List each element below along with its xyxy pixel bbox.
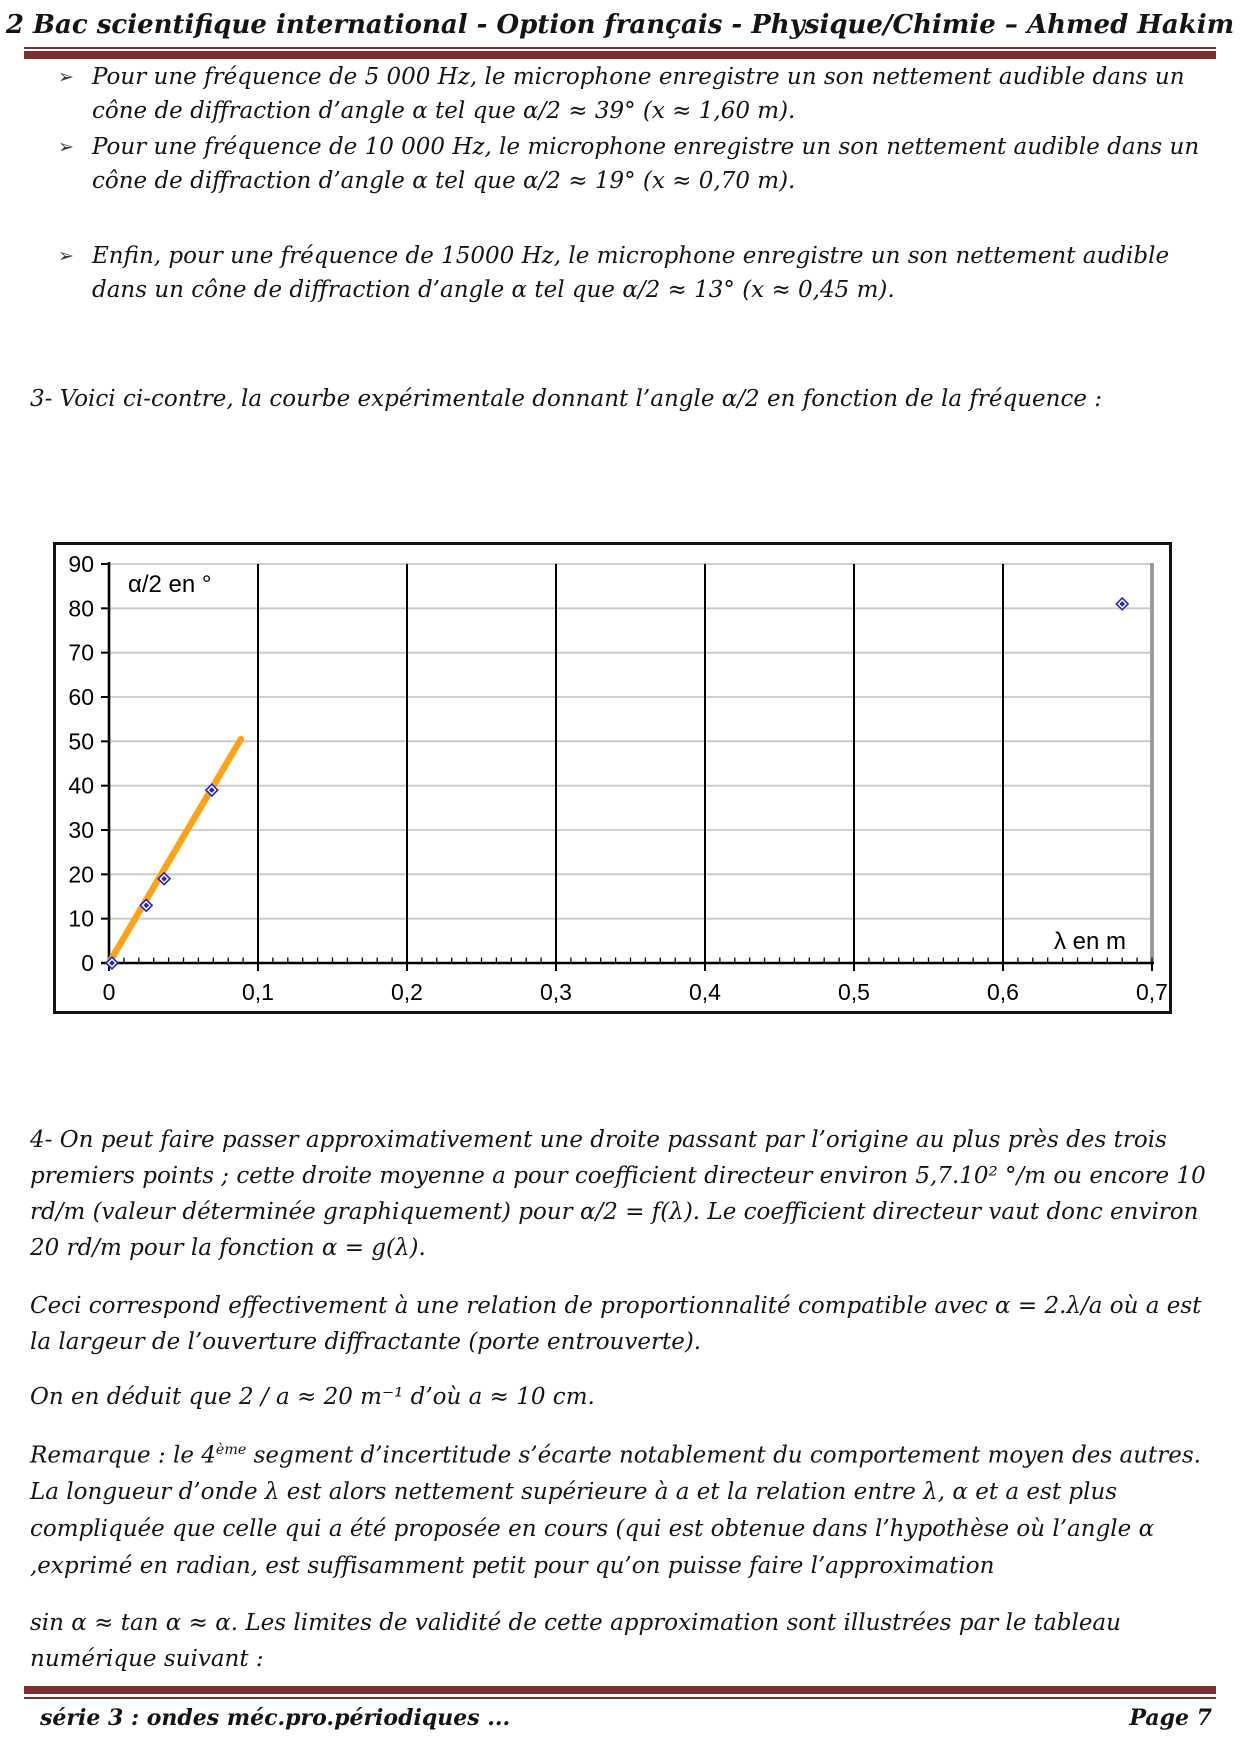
footer-rule-thick <box>24 1686 1216 1694</box>
diffraction-angle-chart <box>56 545 1169 1011</box>
paragraph-4-line-2: premiers points ; cette droite moyenne a pour coefficient directeur environ 5,7.10² °/m ou encore 10 <box>30 1163 1206 1189</box>
y-tick-label: 10 <box>68 905 94 932</box>
bullet-arrow-icon: ➢ <box>58 66 74 88</box>
paragraph-4-line-4: 20 rd/m pour la fonction α = g(λ). <box>30 1235 426 1261</box>
remark-ordinal-sup: ème <box>215 1442 247 1458</box>
paragraph-8-line-2: numérique suivant : <box>30 1646 264 1672</box>
remark-line-1 <box>30 1442 1201 1470</box>
header-rule-thin <box>24 47 1216 49</box>
x-tick-label: 0,1 <box>242 979 274 1005</box>
remark-line-1-prefix: Remarque : le 4 <box>30 1442 216 1469</box>
bullet-2-line-1: Pour une fréquence de 10 000 Hz, le microphone enregistre un son nettement audible dans un <box>92 134 1200 160</box>
paragraph-4-line-1: 4- On peut faire passer approximativement une droite passant par l’origine au plus près des trois <box>30 1127 1167 1153</box>
x-tick-label: 0 <box>102 979 116 1005</box>
trend-line <box>109 739 241 963</box>
bullet-arrow-icon: ➢ <box>58 245 74 267</box>
x-tick-label: 0,5 <box>838 979 870 1005</box>
y-tick-label: 80 <box>68 595 94 622</box>
y-tick-label: 0 <box>81 950 94 976</box>
header-rule-thick <box>24 51 1216 59</box>
y-tick-label: 50 <box>68 728 94 755</box>
y-tick-label: 30 <box>68 817 94 843</box>
x-tick-label: 0,4 <box>689 979 721 1005</box>
paragraph-6-line-1: On en déduit que 2 / a ≈ 20 m⁻¹ d’où a ≈ 10 cm. <box>30 1384 595 1410</box>
y-tick-label: 40 <box>68 772 94 799</box>
bullet-1-line-1: Pour une fréquence de 5 000 Hz, le microphone enregistre un son nettement audible dans un <box>92 64 1185 90</box>
footer-series-label: série 3 : ondes méc.pro.périodiques ... <box>40 1705 511 1731</box>
paragraph-5-line-2: la largeur de l’ouverture diffractante (porte entrouverte). <box>30 1329 702 1355</box>
data-point-diamond <box>105 956 119 970</box>
x-tick-label: 0,6 <box>987 979 1019 1005</box>
y-tick-label: 70 <box>68 639 94 666</box>
remark-line-3: compliquée que celle qui a été proposée en cours (qui est obtenue dans l’hypothèse où l’angle α <box>30 1516 1155 1542</box>
bullet-2-line-2: cône de diffraction d’angle α tel que α/2 ≈ 19° (x ≈ 0,70 m). <box>92 168 796 194</box>
footer-rule-thin <box>24 1697 1216 1699</box>
x-tick-label: 0,2 <box>391 979 423 1005</box>
footer-page-number: Page 7 <box>1129 1705 1212 1731</box>
page-title: 2 Bac scientifique international - Option français - Physique/Chimie – Ahmed Hakim <box>5 10 1235 40</box>
paragraph-8-line-1: sin α ≈ tan α ≈ α. Les limites de validité de cette approximation sont illustrées par le tableau <box>30 1610 1121 1636</box>
remark-line-2: La longueur d’onde λ est alors nettement supérieure à a et la relation entre λ, α et a est plus <box>30 1479 1118 1505</box>
remark-line-1-rest: segment d’incertitude s’écarte notablement du comportement moyen des autres. <box>246 1442 1201 1469</box>
plot-y-label: α/2 en ° <box>128 571 212 598</box>
bullet-3-line-1: Enfin, pour une fréquence de 15000 Hz, le microphone enregistre un son nettement audible <box>92 243 1170 269</box>
x-tick-label: 0,3 <box>540 979 572 1005</box>
plot-x-label: λ en m <box>1053 928 1126 955</box>
chart-frame <box>53 542 1172 1014</box>
bullet-arrow-icon: ➢ <box>58 136 74 158</box>
y-tick-label: 20 <box>68 861 94 888</box>
x-tick-label: 0,7 <box>1136 979 1168 1005</box>
paragraph-5-line-1: Ceci correspond effectivement à une relation de proportionnalité compatible avec α = 2.λ/a où a est <box>30 1293 1202 1319</box>
bullet-1-line-2: cône de diffraction d’angle α tel que α/2 ≈ 39° (x ≈ 1,60 m). <box>92 98 796 124</box>
section-3-text: 3- Voici ci-contre, la courbe expérimentale donnant l’angle α/2 en fonction de la fréquence : <box>30 386 1102 412</box>
paragraph-4-line-3: rd/m (valeur déterminée graphiquement) pour α/2 = f(λ). Le coefficient directeur vaut donc environ <box>30 1199 1199 1225</box>
bullet-3-line-2: dans un cône de diffraction d’angle α tel que α/2 ≈ 13° (x ≈ 0,45 m). <box>92 277 895 303</box>
remark-line-4: ,exprimé en radian, est suffisamment petit pour qu’on puisse faire l’approximation <box>30 1553 995 1579</box>
y-tick-label: 90 <box>68 551 94 577</box>
y-tick-label: 60 <box>68 684 94 710</box>
